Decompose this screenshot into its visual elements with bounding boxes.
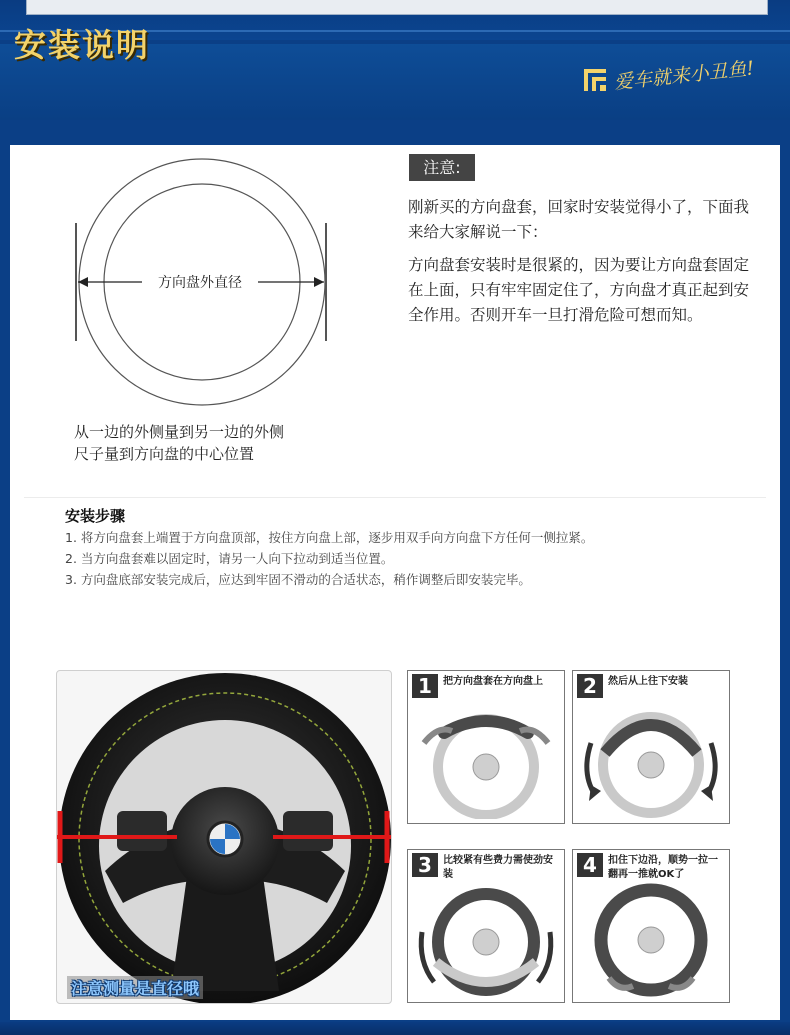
diagram-caption [74, 421, 394, 465]
step-item-2: 2. 当方向盘套难以固定时，请另一人向下拉动到适当位置。 [65, 551, 394, 566]
step-item-3: 3. 方向盘底部安装完成后，应达到牢固不滑动的合适状态，稍作调整后即安装完毕。 [65, 572, 531, 587]
step-item-1: 1. 将方向盘套上端置于方向盘顶部，按住方向盘上部，逐步用双手向方向盘下方任何一侧拉紧。 [65, 530, 594, 545]
wheel-diameter-diagram [62, 157, 342, 407]
step-card-3-text: 比较紧有些费力需使劲安装 [443, 855, 553, 880]
step-card-4 [572, 849, 730, 1003]
step-card-1-text: 把方向盘套在方向盘上 [443, 676, 543, 687]
diameter-label: 方向盘外直径 [158, 275, 242, 291]
section-divider [24, 497, 766, 498]
steering-wheel-image [57, 671, 391, 1003]
step-card-3-illustration [414, 882, 558, 998]
content-panel [10, 145, 780, 1020]
steering-wheel-photo [56, 670, 392, 1004]
step-card-2-number: 2 [577, 674, 603, 698]
step-card-4-number: 4 [577, 853, 603, 877]
notice-paragraph-1: 刚新买的方向盘套，回家时安装觉得小了，下面我来给大家解说一下： [408, 198, 750, 241]
step-card-2-text: 然后从上往下安装 [608, 676, 688, 687]
step-card-2-illustration [579, 703, 723, 819]
caption-line-2: 尺子量到方向盘的中心位置 [74, 445, 255, 463]
step-card-3-number: 3 [412, 853, 438, 877]
caption-line-1: 从一边的外侧量到另一边的外侧 [74, 423, 285, 441]
step-card-1 [407, 670, 565, 824]
right-button-panel [283, 811, 333, 851]
steps-heading: 安装步骤 [65, 507, 126, 525]
photo-caption: 注意测量是直径哦 [67, 976, 203, 999]
step-card-4-illustration [579, 882, 723, 998]
notice-paragraph-2: 方向盘套安装时是很紧的，因为要让方向盘套固定在上面，只有牢牢固定住了，方向盘才真正起到安全作用。否则开车一旦打滑危险可想而知。 [408, 256, 750, 324]
step-card-4-text: 扣住下边沿，顺势一拉一翻再一推就OK了 [608, 855, 718, 880]
left-button-panel [117, 811, 167, 851]
step-card-3 [407, 849, 565, 1003]
brand-slogan: 爱车就来小丑鱼! [613, 57, 756, 94]
step-card-1-illustration [414, 703, 558, 819]
section-title: 安装说明 [14, 26, 151, 64]
step-card-1-number: 1 [412, 674, 438, 698]
top-frame [26, 0, 768, 15]
notice-badge: 注意: [409, 154, 475, 181]
brand-logo-icon [582, 66, 610, 94]
bottom-strip [0, 1022, 790, 1035]
right-arrowhead [314, 277, 324, 287]
step-card-2 [572, 670, 730, 824]
